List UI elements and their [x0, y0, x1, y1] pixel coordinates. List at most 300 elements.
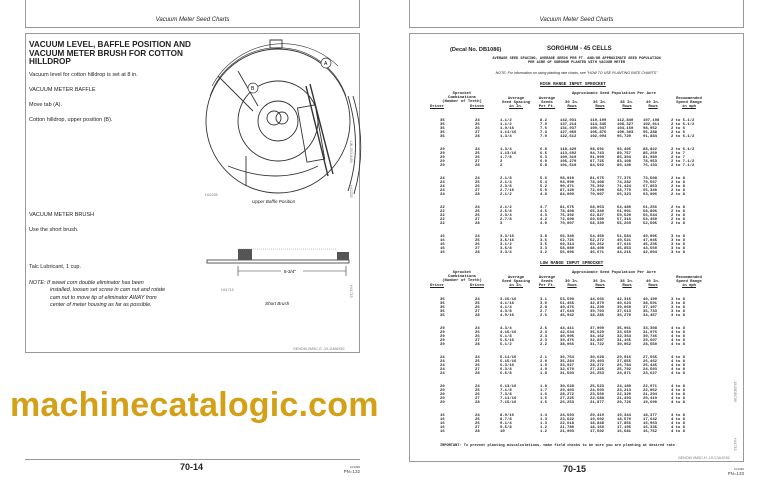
driver-header: Driver — [430, 284, 445, 288]
table-cell: 24 — [475, 298, 480, 302]
table-cell: 4 to 8 — [671, 401, 686, 405]
table-cell: 4 to 8 — [671, 327, 686, 331]
table-cell: 6-3/8 — [500, 368, 512, 372]
table-cell: 3.2 — [540, 251, 548, 255]
table-cell: 5.2 — [540, 185, 548, 189]
table-cell: 3 to 8 — [671, 243, 686, 247]
table-cell: 4.7 — [540, 206, 548, 210]
r38-header: 38 In. Rows — [619, 280, 634, 289]
table-cell: 98,010 — [560, 177, 575, 181]
table-cell: 93,496 — [617, 148, 632, 152]
table-cell: 7.3 — [540, 131, 548, 135]
table-cell: 26 — [475, 364, 480, 368]
table-cell: 108,327 — [617, 123, 634, 127]
table-cell: 24 — [440, 177, 445, 181]
table-cell: 7.6 — [540, 127, 548, 131]
table-cell: 1.3 — [540, 418, 548, 422]
table-cell: 4 to 8 — [671, 385, 686, 389]
table-cell: 18,848 — [590, 422, 605, 426]
table-cell: 27 — [475, 426, 480, 430]
document-code: GENOM.VMSC,G -19-11MAY90 — [293, 347, 345, 351]
table-cell: 85,269 — [643, 152, 658, 156]
table-cell: 5-1/8 — [500, 335, 512, 339]
table-cell: 29 — [440, 152, 445, 156]
table-cell: 27,855 — [617, 360, 632, 364]
table-cell: 4 to 8 — [671, 422, 686, 426]
table-cell: 2 to 8 — [671, 177, 686, 181]
table-cell: 63,006 — [643, 193, 658, 197]
table-cell: 98,691 — [590, 148, 605, 152]
table-cell: 4.3 — [540, 214, 548, 218]
table-cell: 3-3/4 — [500, 251, 512, 255]
table-cell: 35 — [440, 135, 445, 139]
table-cell: 19,690 — [643, 401, 658, 405]
table-cell: 81,675 — [560, 206, 575, 210]
table-cell: 105,875 — [590, 131, 607, 135]
table-cell: 28 — [475, 372, 480, 376]
table-cell: 1-1/2 — [500, 119, 512, 123]
table-cell: 24 — [440, 193, 445, 197]
table-cell: 22 — [440, 206, 445, 210]
table-cell: 3 to 8 — [671, 306, 686, 310]
table-cell: 25 — [475, 152, 480, 156]
page-number: 70-15 — [563, 464, 587, 474]
table-cell: 54,450 — [590, 235, 605, 239]
figure-id: H42255 — [205, 193, 218, 197]
table-cell: 39,476 — [560, 339, 575, 343]
table-cell: 3-15/16 — [500, 298, 517, 302]
table-cell: 26 — [475, 185, 480, 189]
table-cell: 42,634 — [560, 331, 575, 335]
table-cell: 38,066 — [560, 343, 575, 347]
table-cell: 27 — [475, 368, 480, 372]
chart-title: SORGHUM - 45 CELLS — [547, 46, 612, 52]
table-cell: 35 — [440, 302, 445, 306]
table-cell: 1.8 — [540, 372, 548, 376]
table-cell: 4 to 8 — [671, 360, 686, 364]
side-id: H41715 — [733, 438, 737, 451]
table-cell: 8.2 — [540, 119, 548, 123]
table-cell: 24 — [475, 148, 480, 152]
table-cell: 3 to 8 — [671, 247, 686, 251]
table-cell: 35 — [440, 306, 445, 310]
table-cell: 61,256 — [643, 206, 658, 210]
table-cell: 2-5/8 — [500, 210, 512, 214]
table-cell: 119,109 — [590, 119, 607, 123]
table-cell: 17,502 — [590, 430, 605, 434]
table-cell: 1.8 — [540, 385, 548, 389]
table-cell: 91,884 — [643, 135, 658, 139]
short-brush-figure — [205, 240, 355, 280]
table-cell: 2-7/16 — [500, 189, 515, 193]
table-cell: 43,560 — [643, 247, 658, 251]
table-cell: 24 — [475, 356, 480, 360]
paragraph: Vacuum level for cotton hilldrop is set at 8 in. — [29, 72, 138, 78]
dimension-label: 5-3/4" — [284, 269, 296, 274]
table-cell: 2.3 — [540, 339, 548, 343]
table-cell: 3.1 — [540, 298, 548, 302]
table-cell: 2 to 8 — [671, 189, 686, 193]
table-cell: 28 — [475, 193, 480, 197]
table-cell: 28,272 — [560, 393, 575, 397]
table-cell: 29 — [440, 156, 445, 160]
table-cell: 6.5 — [540, 152, 548, 156]
table-cell: 16 — [440, 418, 445, 422]
table-cell: 25 — [475, 210, 480, 214]
table-cell: 32,670 — [560, 368, 575, 372]
range-title: LOW RANGE INPUT SPROCKET — [540, 261, 604, 266]
table-cell: 51,455 — [560, 302, 575, 306]
table-cell: 66,323 — [617, 193, 632, 197]
table-cell: 2 to 7 — [671, 152, 686, 156]
table-cell: 8-9/16 — [500, 414, 515, 418]
table-cell: 4 to 8 — [671, 335, 686, 339]
table-cell: 17,642 — [643, 418, 658, 422]
table-cell: 105,270 — [560, 160, 577, 164]
table-cell: 5.8 — [540, 164, 548, 168]
table-cell: 2 to 8 — [671, 210, 686, 214]
table-cell: 35,284 — [560, 360, 575, 364]
table-cell: 1.9 — [540, 368, 548, 372]
table-cell: 91,099 — [590, 156, 605, 160]
table-cell: 2.5 — [540, 327, 548, 331]
table-cell: 29 — [440, 339, 445, 343]
table-cell: 3 to 8 — [671, 239, 686, 243]
table-cell: 1.2 — [540, 426, 548, 430]
figure-caption: Short Brush — [265, 301, 290, 306]
paragraph: Cotton hilldrop, upper position (B). — [29, 117, 113, 123]
r38-header: 38 In. Rows — [619, 101, 634, 110]
table-cell: 24 — [475, 177, 480, 181]
table-cell: 71,424 — [617, 185, 632, 189]
table-cell: 37,009 — [590, 327, 605, 331]
table-cell: 26,462 — [643, 360, 658, 364]
table-cell: 35,733 — [643, 310, 658, 314]
table-cell: 37,107 — [643, 306, 658, 310]
table-cell: 45,853 — [617, 247, 632, 251]
table-cell: 29 — [440, 327, 445, 331]
table-cell: 77,376 — [617, 177, 632, 181]
table-cell: 58,806 — [643, 210, 658, 214]
table-cell: 29,607 — [643, 339, 658, 343]
subheading: VACUUM METER BAFFLE — [29, 87, 96, 93]
table-cell: 22,052 — [643, 389, 658, 393]
table-cell: 4 to 8 — [671, 393, 686, 397]
table-cell: 39,703 — [590, 310, 605, 314]
table-cell: 35,529 — [590, 331, 605, 335]
callout-b: B — [251, 86, 255, 92]
right-header — [409, 0, 744, 28]
table-cell: 25 — [475, 181, 480, 185]
table-cell: 22,618 — [560, 422, 575, 426]
table-cell: 18,570 — [617, 418, 632, 422]
table-cell: 26 — [475, 422, 480, 426]
table-cell: 20,419 — [590, 414, 605, 418]
table-cell: 21,877 — [590, 401, 605, 405]
table-cell: 27 — [475, 160, 480, 164]
spacing-header: Average Seed Spacing in In. — [501, 275, 531, 289]
table-cell: 26,253 — [560, 401, 575, 405]
table-cell: 80,140 — [617, 164, 632, 168]
table-cell: 35 — [440, 119, 445, 123]
table-cell: 18,377 — [643, 414, 658, 418]
table-cell: 24 — [440, 364, 445, 368]
table-cell: 61,901 — [617, 210, 632, 214]
table-cell: 47,644 — [560, 310, 575, 314]
table-cell: 27,565 — [643, 356, 658, 360]
table-cell: 22,320 — [617, 393, 632, 397]
table-cell: 58,080 — [560, 247, 575, 251]
table-cell: 4 to 8 — [671, 331, 686, 335]
table-cell: 56,544 — [643, 214, 658, 218]
table-cell: 2.6 — [540, 314, 548, 318]
table-cell: 24,503 — [643, 368, 658, 372]
table-cell: 54,450 — [643, 218, 658, 222]
table-cell: 102,094 — [590, 135, 607, 139]
table-cell: 29,016 — [617, 356, 632, 360]
table-cell: 24 — [440, 372, 445, 376]
table-cell: 94,090 — [560, 181, 575, 185]
table-cell: 2-3/8 — [500, 185, 512, 189]
table-cell: 34,457 — [643, 314, 658, 318]
figure-side-id: H42255 — [349, 185, 353, 198]
table-cell: 4-3/4 — [500, 327, 512, 331]
table-cell: 19,344 — [617, 414, 632, 418]
table-cell: 2-3/4 — [500, 214, 512, 218]
table-cell: 73,508 — [643, 177, 658, 181]
table-cell: 90,471 — [560, 185, 575, 189]
table-cell: 25 — [475, 302, 480, 306]
table-cell: 7-11/16 — [500, 397, 517, 401]
table-cell: 23,213 — [617, 389, 632, 393]
table-cell: 2 to 8 — [671, 218, 686, 222]
table-cell: 29 — [440, 160, 445, 164]
table-cell: 28,550 — [643, 343, 658, 347]
table-cell: 84,009 — [560, 193, 575, 197]
table-cell: 42,315 — [617, 298, 632, 302]
table-cell: 35 — [440, 131, 445, 135]
table-cell: 78,408 — [560, 210, 575, 214]
table-cell: 26 — [475, 335, 480, 339]
table-cell: 28 — [475, 401, 480, 405]
table-cell: 24 — [475, 206, 480, 210]
table-cell: 2 to 8 — [671, 185, 686, 189]
table-cell: 25 — [475, 331, 480, 335]
table-cell: 3-5/16 — [500, 239, 515, 243]
table-cell: 2 to 8 — [671, 193, 686, 197]
table-cell: 5-1/2 — [500, 343, 512, 347]
table-cell: 28 — [475, 343, 480, 347]
table-cell: 6-13/16 — [500, 385, 517, 389]
table-cell: 102,911 — [643, 123, 660, 127]
table-cell: 16,963 — [643, 422, 658, 426]
table-cell: 28,272 — [590, 364, 605, 368]
table-cell: 31,165 — [617, 339, 632, 343]
table-cell: 4-9/16 — [500, 314, 515, 318]
table-cell: 25 — [475, 239, 480, 243]
table-cell: 31,503 — [560, 372, 575, 376]
table-cell: 10 — [500, 430, 505, 434]
table-cell: 1-1/2 — [500, 123, 512, 127]
table-cell: 23,522 — [560, 418, 575, 422]
table-cell: 38,591 — [643, 302, 658, 306]
table-cell: 1.7 — [540, 389, 548, 393]
table-cell: 29 — [440, 335, 445, 339]
table-cell: 20 — [440, 385, 445, 389]
table-cell: 48,400 — [590, 247, 605, 251]
table-cell: 17,856 — [617, 422, 632, 426]
table-cell: 28 — [475, 135, 480, 139]
table-cell: 16 — [440, 239, 445, 243]
table-cell: 2 to 6-1/2 — [671, 148, 695, 152]
table-cell: 65,340 — [590, 210, 605, 214]
table-cell: 1-3/4 — [500, 148, 512, 152]
table-cell: 24 — [440, 368, 445, 372]
driven-header: Driven — [470, 284, 485, 288]
table-cell: 44,666 — [590, 298, 605, 302]
population-header: Approximate Seed Population Per Acre — [571, 92, 657, 96]
table-cell: 30,746 — [643, 335, 658, 339]
table-cell: 2 to 6 — [671, 131, 686, 135]
table-cell: 109,947 — [590, 127, 607, 131]
table-cell: 24,871 — [617, 372, 632, 376]
table-cell: 5.4 — [540, 181, 548, 185]
table-cell: 26 — [475, 243, 480, 247]
speed-header: Recommended Speed Range in mph — [676, 275, 702, 289]
table-cell: 60,314 — [560, 243, 575, 247]
table-cell: 3 to 8 — [671, 235, 686, 239]
table-cell: 2 to 5-1/2 — [671, 123, 695, 127]
table-cell: 4 to 8 — [671, 356, 686, 360]
table-cell: 100,303 — [617, 131, 634, 135]
seeds-header: Average Seeds Per Ft. — [538, 96, 556, 110]
table-cell: 21,780 — [560, 426, 575, 430]
table-cell: 2.0 — [540, 360, 548, 364]
table-cell: 3-3/16 — [500, 235, 515, 239]
table-cell: 40,995 — [560, 335, 575, 339]
table-cell: 1.4 — [540, 414, 548, 418]
table-cell: 47,045 — [643, 239, 658, 243]
table-cell: 35 — [440, 310, 445, 314]
table-cell: 104,160 — [617, 127, 634, 131]
table-cell: 17,195 — [617, 426, 632, 430]
table-cell: 83,108 — [617, 160, 632, 164]
table-cell: 30,628 — [590, 356, 605, 360]
table-cell: 20 — [440, 401, 445, 405]
table-cell: 2-1/4 — [500, 181, 512, 185]
table-cell: 109,319 — [560, 156, 577, 160]
table-cell: 2 to 8 — [671, 222, 686, 226]
table-cell: 6.3 — [540, 156, 548, 160]
table-cell: 35 — [440, 123, 445, 127]
table-cell: 28 — [475, 251, 480, 255]
table-cell: 49,005 — [643, 235, 658, 239]
seeds-header: Average Seeds Per Ft. — [538, 275, 556, 289]
table-cell: 3 to 8 — [671, 310, 686, 314]
table-cell: 3-5/8 — [500, 247, 512, 251]
table-cell: 49,476 — [560, 306, 575, 310]
page-ref: 101396 PN=133 — [727, 467, 744, 476]
table-cell: 4-1/4 — [500, 306, 512, 310]
table-cell: 2 — [500, 160, 503, 164]
table-cell: 16 — [440, 426, 445, 430]
table-cell: 4 to 8 — [671, 397, 686, 401]
table-cell: 25 — [475, 360, 480, 364]
table-cell: 49,521 — [617, 239, 632, 243]
table-cell: 4-3/8 — [500, 310, 512, 314]
table-cell: 6.8 — [540, 148, 548, 152]
table-cell: 20,726 — [617, 401, 632, 405]
table-cell: 3 to 8 — [671, 302, 686, 306]
table-cell: 81,989 — [643, 156, 658, 160]
table-cell: 2 — [500, 164, 503, 168]
table-cell: 24 — [475, 327, 480, 331]
table-cell: 25,792 — [617, 368, 632, 372]
table-cell: 31,976 — [643, 331, 658, 335]
table-cell: 58,339 — [590, 222, 605, 226]
table-cell: 2 to 7-1/2 — [671, 164, 695, 168]
table-cell: 3 to 8 — [671, 251, 686, 255]
left-header — [25, 0, 360, 28]
table-cell: 40,199 — [643, 298, 658, 302]
table-cell: 2 to 8 — [671, 181, 686, 185]
table-cell: 60,500 — [590, 218, 605, 222]
driven-header: Driven — [470, 105, 485, 109]
table-cell: 113,692 — [560, 152, 577, 156]
table-cell: 26,784 — [617, 364, 632, 368]
table-cell: 2.2 — [540, 343, 548, 347]
table-cell: 1.9 — [540, 364, 548, 368]
table-cell: 40,623 — [617, 302, 632, 306]
table-cell: 33,659 — [617, 331, 632, 335]
table-cell: 3.8 — [540, 235, 548, 239]
table-cell: 70,567 — [643, 181, 658, 185]
table-cell: 72,600 — [560, 218, 575, 222]
table-cell: 68,063 — [590, 206, 605, 210]
table-cell: 3 to 8 — [671, 314, 686, 318]
table-cell: 52,505 — [643, 222, 658, 226]
table-cell: 142,931 — [560, 119, 577, 123]
table-cell: 24 — [440, 189, 445, 193]
table-cell: 122,512 — [560, 135, 577, 139]
table-cell: 23,627 — [643, 372, 658, 376]
callout-a: A — [324, 61, 328, 67]
figure-side-id: H41715 — [349, 285, 353, 298]
table-cell: 3.0 — [540, 302, 548, 306]
running-header: Vacuum Meter Seed Charts — [155, 17, 230, 23]
table-cell: 35 — [440, 298, 445, 302]
decal-number: (Decal No. DB1086) — [450, 47, 502, 53]
table-cell: 28 — [475, 164, 480, 168]
table-cell: 16 — [440, 251, 445, 255]
table-cell: 107,198 — [643, 119, 660, 123]
table-cell: 33,927 — [560, 364, 575, 368]
table-cell: 35 — [440, 127, 445, 131]
table-cell: 2.7 — [540, 310, 548, 314]
r40-header: 40 In. Rows — [645, 280, 660, 289]
table-cell: 74,282 — [617, 181, 632, 185]
table-cell: 20 — [440, 389, 445, 393]
table-cell: 1.6 — [540, 393, 548, 397]
table-cell: 16 — [440, 247, 445, 251]
table-cell: 24 — [440, 360, 445, 364]
table-cell: 36,270 — [617, 314, 632, 318]
table-cell: 24 — [475, 235, 480, 239]
table-cell: 4-15/16 — [500, 331, 517, 335]
table-cell: 3 — [500, 222, 503, 226]
table-cell: 4.2 — [540, 218, 548, 222]
table-cell: 87,725 — [590, 160, 605, 164]
